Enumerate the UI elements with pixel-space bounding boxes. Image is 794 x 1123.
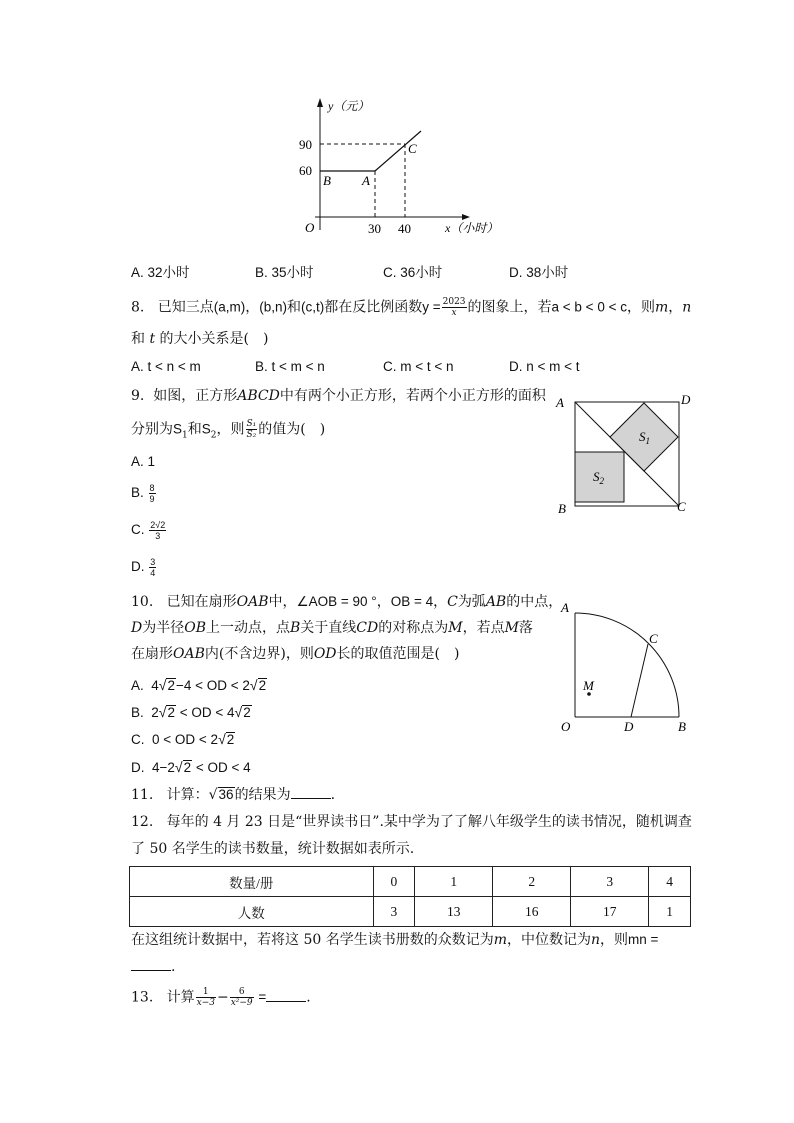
table-cell: 16 (493, 897, 571, 927)
q11-number: 11. (131, 787, 154, 803)
q9-option-c-fraction (149, 520, 166, 541)
q9-fraction (246, 419, 258, 440)
q8-var-t: t (149, 331, 156, 347)
q10-line-1 (131, 593, 562, 611)
q10-d: D (131, 620, 143, 636)
q12-line1: 每年的 4 月 23 日是“世界读书日”.某中学为了了解八年级学生的读书情况，随机调查 (166, 814, 692, 830)
q10-sep: ， (376, 594, 391, 610)
table-cell: 1 (415, 867, 493, 897)
q9-option-d-den: 4 (150, 568, 156, 578)
q12-after-c: ，则 (600, 932, 629, 948)
q9-option-b-label: B. (131, 485, 144, 501)
segment-CD (631, 644, 648, 717)
label-s2: $S_2$ (593, 469, 604, 486)
q8-line-1 (131, 297, 691, 318)
q10-line2-c: 关于直线 (300, 620, 357, 636)
q10-option-a-p2: −4 < OD < 2 (176, 678, 250, 693)
q10-line2-f: ，若点 (462, 620, 505, 636)
q8-point-3: (c,t) (300, 299, 325, 315)
x-axis-label: x（小时） (445, 221, 499, 235)
q10-line1-b: 中， (268, 594, 297, 610)
q9-frac-den: S₂ (246, 430, 257, 440)
q9-option-d-fraction (149, 557, 156, 578)
table-cell: 13 (415, 897, 493, 927)
table-row (130, 897, 691, 927)
q10-option-d-p2: < OD < 4 (192, 760, 251, 775)
q11-text-a: 计算： (166, 787, 209, 803)
q8-option-c[interactable]: C. m < t < n (383, 359, 454, 374)
q10-line2-cd: CD (356, 620, 379, 636)
q10-line-2 (131, 619, 533, 637)
q9-line1-b: 中有两个小正方形，若两个小正方形的面积 (279, 388, 546, 404)
q8-option-a[interactable]: A. t < n < m (131, 359, 201, 374)
q10-option-b-r1: 2 (167, 705, 175, 720)
q8-var-m: m (654, 299, 669, 316)
q9-option-b-num: 8 (149, 483, 155, 493)
q7-option-d[interactable]: D. 38小时 (509, 265, 569, 280)
q8-line2-a: 和 (131, 331, 145, 347)
q10-ob: OB = 4 (390, 594, 434, 609)
label-O: O (561, 719, 571, 734)
q13-minus: − (216, 989, 229, 1006)
q10-line1-c: ， (433, 594, 448, 610)
q9-s1: S (173, 421, 183, 437)
q13-end: . (306, 989, 311, 1006)
q8-text-4: ，则 (626, 299, 655, 316)
q10-line2-g: 落 (518, 620, 533, 636)
q10-option-d-r1: 2 (183, 760, 192, 775)
label-s1: $S_1$ (639, 429, 650, 446)
label-A: A (561, 600, 569, 615)
q10-line1-d: 为弧 (457, 594, 486, 610)
table-header-row (130, 867, 691, 897)
q9-line-2 (131, 419, 325, 444)
q13-f1-den: x−3 (196, 998, 215, 1008)
q11-text-b: 的结果为 (234, 787, 291, 803)
y-axis-arrow (317, 98, 323, 107)
q9-line2-a: 分别为 (131, 421, 173, 438)
label-M: M (583, 678, 594, 693)
vertex-A: A (556, 395, 564, 410)
table-cell: 人数 (130, 897, 374, 927)
table-cell: 3 (571, 867, 649, 897)
q10-option-b-r2: 2 (243, 705, 251, 720)
q9-line2-c: 的值为( ) (258, 421, 326, 438)
q11-radicand: 36 (218, 787, 234, 802)
q8-var-n: n (682, 299, 692, 316)
q8-condition: a < b < 0 < c (551, 299, 627, 315)
q9-option-c-label: C. (131, 522, 145, 538)
q11-answer-blank[interactable] (291, 786, 331, 799)
q8-text-3: 的图象上，若 (467, 299, 552, 316)
x-axis-arrow (462, 214, 470, 220)
q9-s2-sub: 2 (210, 430, 217, 441)
q11-line: 11. 计算：√36的结果为 . (131, 787, 336, 803)
q13-text-a: 计算 (166, 989, 195, 1006)
q9-option-c-den: 3 (155, 531, 161, 541)
q7-graph (290, 90, 520, 240)
q10-line2-m: M (448, 620, 463, 636)
q12-table (129, 866, 691, 927)
q10-line2-ob: OB (184, 620, 206, 636)
y-tick-90: 90 (299, 137, 312, 152)
q10-line1-e: 的中点， (506, 594, 563, 610)
q11-end: . (330, 787, 336, 803)
vertex-C: C (677, 499, 686, 514)
q13-line (131, 987, 311, 1008)
q9-line2-b: ，则 (216, 421, 245, 438)
q9-option-c-num: 2√2 (150, 520, 166, 530)
q8-text-1: 已知三点 (157, 299, 214, 316)
q9-number: 9. (131, 388, 145, 404)
point-label-A: A (362, 173, 370, 188)
q10-option-c[interactable]: C. 0 < OD < 2√2 (131, 731, 235, 747)
q8-option-b[interactable]: B. t < m < n (255, 359, 325, 374)
q9-option-d[interactable] (131, 557, 157, 578)
q13-equals: = (254, 989, 267, 1005)
q8-sep: ， (245, 299, 260, 316)
q12-after-b: ，中位数记为 (507, 932, 591, 948)
table-cell: 数量/册 (130, 867, 374, 897)
q10-line3-oab: OAB (173, 646, 205, 662)
q8-and: 和 (286, 299, 301, 316)
q8-func-num: 2023 (442, 297, 466, 307)
q8-line-2 (131, 330, 268, 348)
q10-figure (555, 597, 700, 737)
q12-end: . (171, 959, 176, 975)
q8-line2-b: 的大小关系是( ) (159, 331, 269, 347)
q7-option-a[interactable]: A. 32小时 (131, 265, 190, 280)
table-cell: 0 (373, 867, 415, 897)
q8-comma: ， (668, 299, 683, 316)
q8-point-2: (b,n) (259, 299, 287, 315)
q13-fraction-2 (230, 987, 254, 1008)
q10-c: C (447, 594, 458, 610)
q10-line3-od: OD (313, 646, 337, 662)
q8-func-lhs: y = (422, 299, 441, 315)
q10-ab: AB (485, 594, 507, 610)
table-cell: 3 (373, 897, 415, 927)
q9-option-a[interactable]: A. 1 (131, 454, 156, 469)
q12-expr: mn = (628, 932, 659, 947)
q10-option-c-p1: 0 < OD < 2 (152, 732, 219, 747)
q10-option-b-p2: < OD < 4 (176, 705, 235, 720)
q13-number: 13. (131, 989, 154, 1006)
q8-func-den: x (451, 308, 457, 318)
y-axis-label: y（元） (328, 99, 370, 113)
q10-option-a-r2: 2 (258, 678, 267, 693)
q10-option-b[interactable]: B. 2√2 < OD < 4√2 (131, 704, 251, 720)
q13-f2-num: 6 (230, 987, 254, 998)
q12-answer-blank[interactable] (131, 958, 171, 971)
q10-line2-b: 上一动点，点 (206, 620, 290, 636)
q10-option-b-label: B. (131, 705, 144, 720)
q9-option-d-num: 3 (150, 557, 156, 567)
q9-and: 和 (187, 421, 202, 438)
q12-number: 12. (131, 814, 154, 830)
point-label-C: C (408, 141, 417, 156)
point-label-B: B (323, 173, 331, 188)
q12-after-a: 在这组统计数据中，若将这 50 名学生读书册数的众数记为 (131, 932, 494, 948)
table-cell: 4 (649, 867, 691, 897)
q10-number: 10. (131, 594, 154, 610)
x-tick-40: 40 (398, 221, 411, 236)
q9-frac-num: S₁ (246, 419, 257, 429)
label-D: D (624, 719, 634, 734)
q9-figure (550, 390, 700, 520)
q10-line3-a: 在扇形 (131, 646, 173, 662)
q10-option-d-p1: 4−2 (152, 760, 175, 775)
table-cell: 2 (493, 867, 571, 897)
vertex-B: B (558, 501, 566, 516)
q10-oab: OAB (236, 594, 269, 610)
q12-line2: 了 50 名学生的读书数量，统计数据如表所示. (131, 841, 415, 857)
q10-line2-B: B (290, 620, 301, 636)
table-cell: 1 (649, 897, 691, 927)
q10-option-c-r1: 2 (226, 732, 235, 747)
q9-s1-sub: 1 (182, 430, 188, 441)
q10-option-a-p1: 4 (151, 678, 159, 693)
q12-line-1 (131, 813, 692, 831)
q10-line2-m2: M (504, 620, 519, 636)
q10-option-d-label: D. (131, 760, 145, 775)
q10-line3-c: 长的取值范围是( ) (336, 646, 460, 662)
q8-func-fraction (442, 297, 467, 318)
q12-after-line (131, 931, 658, 949)
q10-option-a[interactable]: A. 4√2−4 < OD < 2√2 (131, 677, 267, 693)
q10-line3-b: 内(不含边界)，则 (204, 646, 314, 662)
q13-f2-den: x²−9 (230, 998, 253, 1008)
q10-line2-e: 的对称点为 (378, 620, 449, 636)
q10-line-3 (131, 645, 459, 663)
y-tick-60: 60 (299, 163, 312, 178)
q12-answer-line (131, 958, 175, 976)
q9-option-b[interactable] (131, 483, 157, 504)
q8-point-1: (a,m) (213, 299, 246, 315)
origin-label: O (305, 220, 315, 235)
q7-option-b[interactable]: B. 35小时 (255, 265, 314, 280)
q9-square: ABCD (237, 388, 280, 404)
vertex-D: D (681, 392, 691, 407)
q10-option-c-label: C. (131, 732, 145, 747)
q12-var-m: m (493, 932, 507, 948)
q9-line-1 (131, 387, 546, 405)
q10-option-b-p1: 2 (151, 705, 159, 720)
q9-option-b-den: 9 (149, 494, 155, 504)
q10-option-d[interactable]: D. 4−2√2 < OD < 4 (131, 759, 251, 775)
q10-line1-a: 已知在扇形 (166, 594, 237, 610)
arc-AB (575, 613, 679, 717)
q13-f1-num: 1 (196, 987, 216, 998)
q12-line-2 (131, 840, 414, 858)
q13-answer-blank[interactable] (266, 989, 306, 1002)
table-cell: 17 (571, 897, 649, 927)
q9-option-d-label: D. (131, 559, 145, 575)
q9-line1-a: 如图，正方形 (153, 388, 238, 404)
q10-option-a-label: A. (131, 678, 144, 693)
q9-s2: S (201, 421, 211, 437)
q10-angle: ∠AOB = 90 ° (296, 594, 377, 609)
x-tick-30: 30 (368, 221, 381, 236)
q10-line2-a: 为半径 (142, 620, 185, 636)
q8-number: 8. (131, 299, 145, 316)
q8-option-d[interactable]: D. n < m < t (509, 359, 580, 374)
label-B: B (678, 719, 686, 734)
label-C: C (649, 631, 658, 646)
q8-text-2: 都在反比例函数 (324, 299, 423, 316)
q13-fraction-1 (196, 987, 216, 1008)
q7-option-c[interactable]: C. 36小时 (383, 265, 443, 280)
q10-option-a-r1: 2 (167, 678, 175, 693)
q12-var-n: n (591, 932, 601, 948)
q9-option-c[interactable] (131, 520, 167, 541)
q9-option-b-fraction (149, 483, 156, 504)
